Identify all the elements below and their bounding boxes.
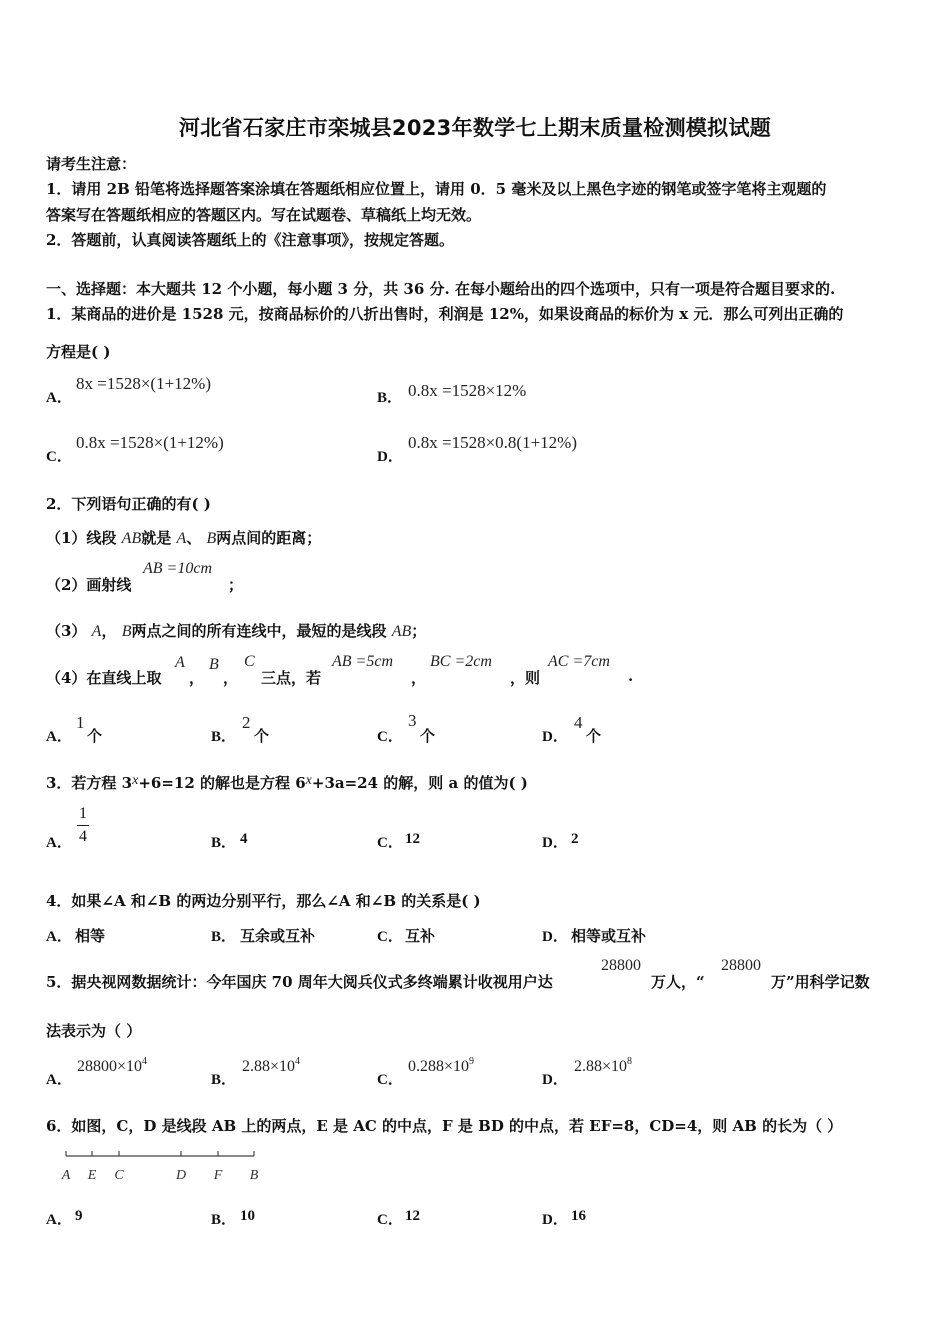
q4-option-a-label: A． <box>46 929 72 945</box>
q6-option-c-label: C． <box>377 1212 403 1228</box>
q3-option-a-fraction <box>77 805 89 846</box>
notice-line-2: 2．答题前，认真阅读答题纸上的《注意事项》，按规定答题。 <box>46 231 454 249</box>
q1-option-a: 8x =1528×(1+12%) <box>76 374 211 393</box>
page-title: 河北省石家庄市栾城县2023年数学七上期末质量检测模拟试题 <box>178 116 772 140</box>
q1-option-a-label: A． <box>46 390 72 406</box>
q2-s4-m2: BC =2cm <box>430 653 492 670</box>
q2-s1-ab: AB <box>121 530 142 547</box>
q3-stem-b: +6=12 的解也是方程 6 <box>138 774 306 792</box>
q2-option-b-label: B． <box>211 729 237 745</box>
q5-stem-c: 万”用科学记数 <box>771 973 870 991</box>
q3-option-d-label: D． <box>542 835 568 851</box>
point-f-label: F <box>213 1168 223 1183</box>
q3-stem <box>46 772 528 793</box>
q2-option-c-num: 3 <box>408 711 417 730</box>
q5-stem-a: 5．据央视网数据统计：今年国庆 70 周年大阅兵仪式多终端累计收视用户达 <box>46 973 553 991</box>
q5-option-b-base: 2.88×10 <box>242 1058 296 1075</box>
q2-statement-1 <box>46 527 321 548</box>
q3-option-a-label: A． <box>46 835 72 851</box>
q6-option-c: 12 <box>405 1208 420 1224</box>
q5-option-a-exp: 4 <box>142 1056 148 1067</box>
q1-option-b: 0.8x =1528×12% <box>408 381 527 400</box>
point-b-label: B <box>249 1168 259 1183</box>
q2-s1-a: A <box>176 530 187 547</box>
q2-s4-c3: ， <box>411 669 427 687</box>
q4-option-d-label: D． <box>542 929 568 945</box>
q5-stem-d: 法表示为（ ） <box>46 1022 142 1040</box>
q2-option-a-label: A． <box>46 729 72 745</box>
q6-option-a-label: A． <box>46 1212 72 1228</box>
q3-stem-a: 3．若方程 3 <box>46 774 133 792</box>
q5-option-a <box>77 1056 147 1076</box>
q2-s1-mid: 就是 <box>141 529 172 547</box>
q2-s1-sep: 、 <box>186 529 202 547</box>
q2-option-b-unit: 个 <box>254 727 270 745</box>
q1-option-c-label: C． <box>46 449 72 465</box>
q6-option-a: 9 <box>75 1208 83 1224</box>
q2-s3-mid: 两点之间的所有连线中，最短的是线段 <box>131 622 387 640</box>
q1-stem-line-2: 方程是( ) <box>46 343 111 361</box>
q5-number-1: 28800 <box>601 957 641 974</box>
q2-s3-a: A <box>91 623 102 640</box>
q5-option-d-label: D． <box>542 1072 568 1088</box>
q4-option-a: 相等 <box>75 927 106 945</box>
q3-option-d: 2 <box>571 831 579 847</box>
q2-s4-c: C <box>244 653 255 670</box>
q5-option-a-base: 28800×10 <box>77 1058 143 1075</box>
q1-option-c: 0.8x =1528×(1+12%) <box>76 433 224 452</box>
q4-option-c-label: C． <box>377 929 403 945</box>
point-a-label: A <box>61 1168 71 1183</box>
q5-number-2: 28800 <box>721 957 761 974</box>
q6-option-b-label: B． <box>211 1212 237 1228</box>
q2-s4-pre: （4）在直线上取 <box>46 669 162 687</box>
q3-option-b-label: B． <box>211 835 237 851</box>
q6-option-d: 16 <box>571 1208 586 1224</box>
q2-option-c-label: C． <box>377 729 403 745</box>
point-d-label: D <box>175 1168 187 1183</box>
notice-line-1a: 1．请用 2B 铅笔将选择题答案涂填在答题纸相应位置上，请用 0．5 毫米及以上黑色字迹的钢笔或签字笔将主观题的 <box>46 180 827 198</box>
q2-s4-m3: AC =7cm <box>548 653 610 670</box>
q3-option-a-numerator: 1 <box>79 805 87 822</box>
q2-s3-ab: AB <box>391 623 412 640</box>
q2-s4-mid2: ，则 <box>510 669 541 687</box>
q4-option-b: 互余或互补 <box>240 927 316 945</box>
q5-option-b <box>242 1056 300 1076</box>
q3-stem-c: +3a=24 的解，则 a 的值为( ) <box>311 774 528 792</box>
q3-option-c: 12 <box>405 831 420 847</box>
q2-s4-m1: AB =5cm <box>332 653 393 670</box>
q2-s4-end: . <box>628 667 634 685</box>
q4-option-b-label: B． <box>211 929 237 945</box>
q5-option-c-label: C． <box>377 1072 403 1088</box>
q4-option-d: 相等或互补 <box>571 927 647 945</box>
q5-option-a-label: A． <box>46 1072 72 1088</box>
q3-x1: x <box>132 773 139 788</box>
q2-s3-post: ； <box>411 622 427 640</box>
q3-option-b: 4 <box>240 831 248 847</box>
q5-option-d-base: 2.88×10 <box>574 1058 628 1075</box>
q1-stem-line-1: 1．某商品的进价是 1528 元，按商品标价的八折出售时，利润是 12%，如果设商品的标价为 x 元．那么可列出正确的 <box>46 305 844 323</box>
section-heading: 一、选择题：本大题共 12 个小题，每小题 3 分，共 36 分. 在每小题给出的四个选项中，只有一项是符合题目要求的. <box>46 280 836 298</box>
q6-option-b: 10 <box>240 1208 255 1224</box>
fraction-bar <box>77 825 89 826</box>
q2-option-a-unit: 个 <box>87 727 103 745</box>
q5-option-b-label: B． <box>211 1072 237 1088</box>
notice-line-1b: 答案写在答题纸相应的答题区内。写在试题卷、草稿纸上均无效。 <box>46 206 482 224</box>
q2-s3-sep: ， <box>101 622 117 640</box>
point-c-label: C <box>114 1168 124 1183</box>
q5-stem-b: 万人，“ <box>651 973 705 991</box>
q2-s1-post: 两点间的距离； <box>216 529 322 547</box>
q1-option-d-label: D． <box>377 449 403 465</box>
point-e-label: E <box>87 1168 97 1183</box>
q2-s2-math: AB =10cm <box>143 560 212 577</box>
q5-option-d <box>574 1056 632 1076</box>
q5-option-c-base: 0.288×10 <box>408 1058 470 1075</box>
q6-segment-figure <box>52 1145 272 1190</box>
q2-option-d-label: D． <box>542 729 568 745</box>
notice-heading: 请考生注意： <box>46 155 137 173</box>
q3-option-a-denominator: 4 <box>79 828 87 845</box>
q2-s4-c1: ， <box>189 669 205 687</box>
q2-s4-mid: 三点，若 <box>261 669 322 687</box>
q2-stem: 2．下列语句正确的有( ) <box>46 495 211 513</box>
q2-s2-post: ； <box>228 576 244 594</box>
q2-s1-b: B <box>206 530 217 547</box>
q2-s4-a: A <box>175 654 185 671</box>
q2-option-c-unit: 个 <box>420 727 436 745</box>
q2-s1-pre: （1）线段 <box>46 529 117 547</box>
q2-option-d-unit: 个 <box>586 727 602 745</box>
q3-x2: x <box>305 773 312 788</box>
q2-s3-b: B <box>121 623 132 640</box>
q6-option-d-label: D． <box>542 1212 568 1228</box>
q5-option-d-exp: 8 <box>627 1056 633 1067</box>
q5-option-c-exp: 9 <box>469 1056 475 1067</box>
q2-option-b-num: 2 <box>242 713 251 732</box>
q2-s3-pre: （3） <box>46 622 87 640</box>
q3-option-c-label: C． <box>377 835 403 851</box>
q1-option-b-label: B． <box>377 390 403 406</box>
q2-s4-c2: ， <box>223 669 239 687</box>
q5-option-b-exp: 4 <box>295 1056 301 1067</box>
q5-option-c <box>408 1056 474 1076</box>
q2-option-d-num: 4 <box>574 713 583 732</box>
q2-option-a-num: 1 <box>76 713 85 732</box>
q2-statement-3 <box>46 620 426 641</box>
q1-option-d: 0.8x =1528×0.8(1+12%) <box>408 433 577 452</box>
q2-s4-b: B <box>209 656 219 673</box>
q6-stem: 6．如图，C，D 是线段 AB 上的两点，E 是 AC 的中点，F 是 BD 的中点，若 EF=8，CD=4，则 AB 的长为（ ） <box>46 1117 843 1135</box>
q4-option-c: 互补 <box>405 927 436 945</box>
q4-stem: 4．如果∠A 和∠B 的两边分别平行，那么∠A 和∠B 的关系是( ) <box>46 892 481 910</box>
q2-s2-pre: （2）画射线 <box>46 576 132 594</box>
